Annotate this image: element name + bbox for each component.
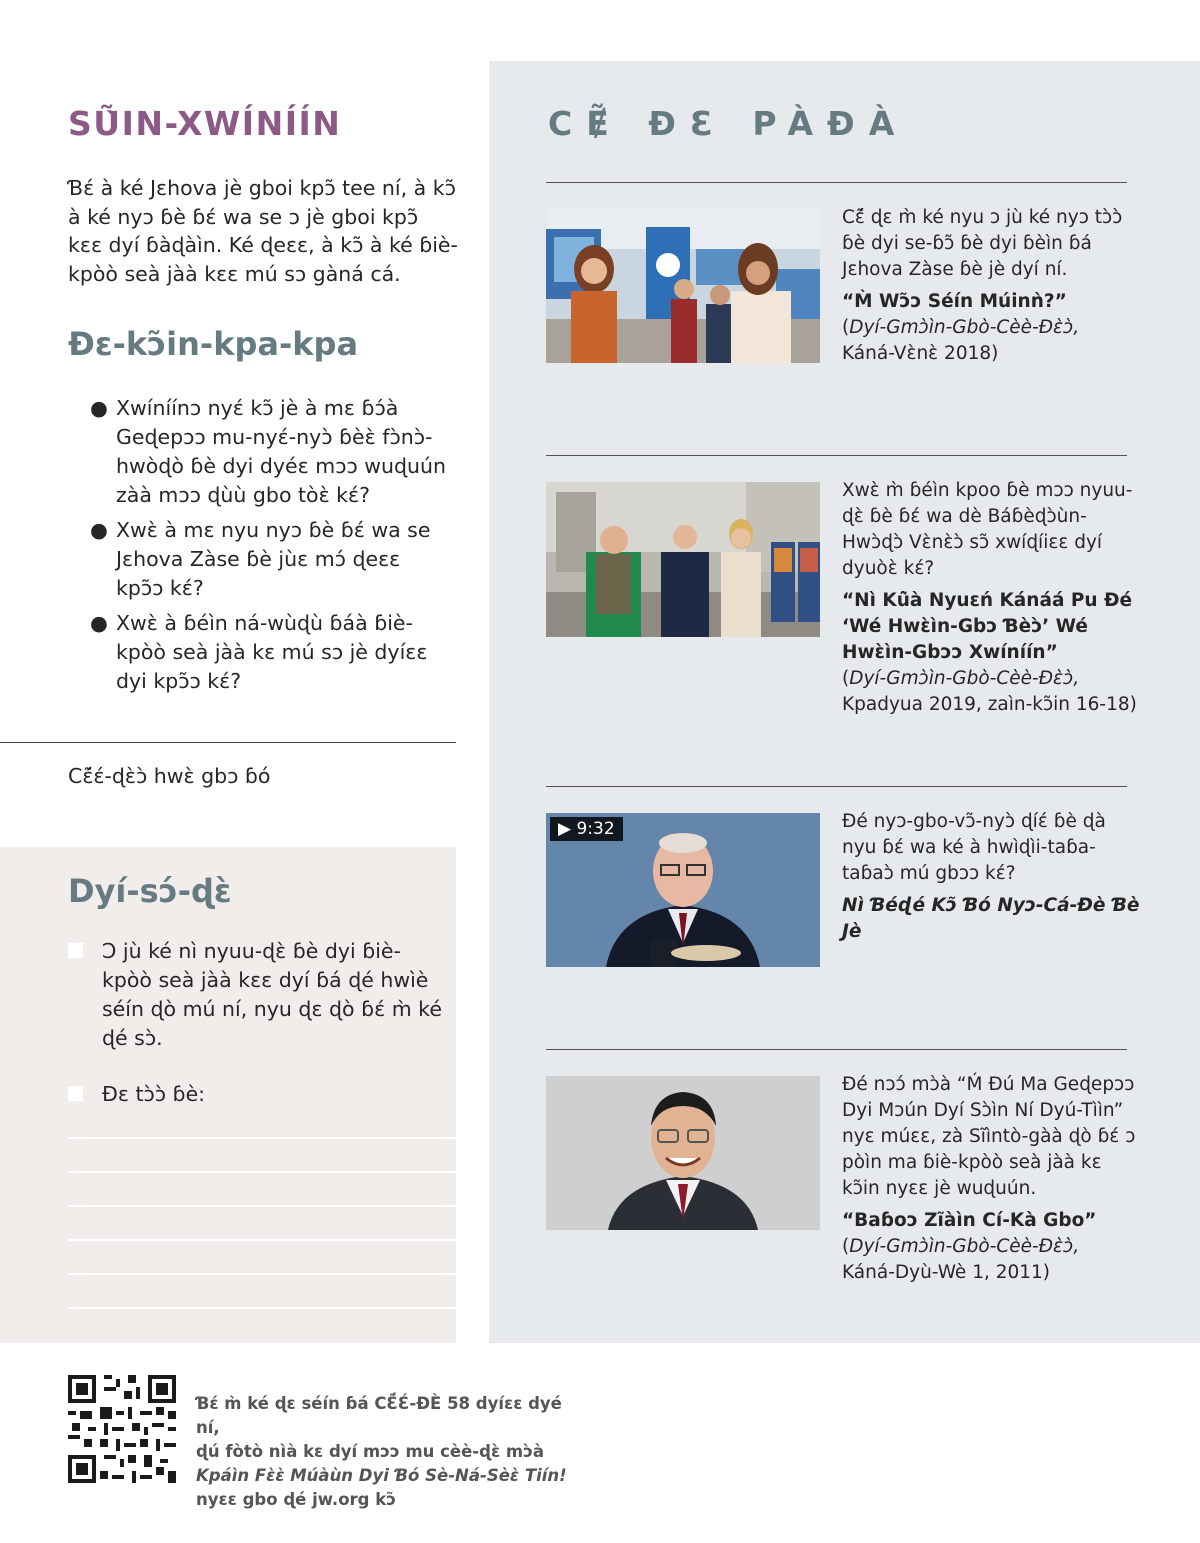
explore-item-description: Cɛ̃́ ɖɛ m̀ ké nyu ɔ jù ké nyɔ tɔ̀ɔ̀ ɓè dyi se-ɓɔ̃ ɓè dyi ɓèìn ɓá Jɛhova Zàse ɓè jè dyí ní. [842,207,1123,280]
summary-text: Ɓɛ́ à ké Jɛhova jè gboi kpɔ̃ tee ní, à kɔ̃ à ké nyɔ ɓè ɓɛ́ wa se ɔ jè gboi kpɔ̃ kɛɛ dyí ɓàɖàìn. Ké ɖeɛɛ, à kɔ̃ à ké ɓiè-kpòò seà jàà kɛɛ mú sɔ gàná cá. [68,176,458,286]
explore-title: CɆ̃ ĐƐ PÀĐÀ [548,104,909,143]
notes-label: Cɛ̃́ɛ́-ɖɛ̀ɔ̀ hwɛ̀ gbɔ ɓó [68,764,271,788]
footer-line: Ɓɛ́ m̀ ké ɖɛ séín ɓá CƐ̃́Ɛ́-ĐÈ 58 dyíɛɛ dyé ní, [196,1394,562,1437]
review-question-text: Xwɛ̀ à ɓéìn ná-wùɖù ɓáà ɓiè-kpòò seà jàà kɛ mú sɔ jè dyíɛɛ dyi kpɔ̃ɔ kɛ́? [116,611,428,693]
review-question [90,516,450,603]
video-duration: 9:32 [576,819,615,839]
checkbox[interactable] [68,943,83,958]
source-date: Káná-Vɛ̀nɛ̀ 2018) [842,343,999,364]
explore-item-description: Xwɛ̀ m̀ ɓéìn kpoo ɓè mɔɔ nyuu-ɖɛ̀ ɓè ɓɛ́ wa dè Báɓèɖɔ̀ùn-Hwɔ̀ɖɔ̀ Vɛ̀nɛ̀ɔ̀ sɔ̃ xwíɖíiɛɛ dyí dyuòɛ̀ kɛ́? [842,480,1133,579]
article-thumbnail[interactable] [546,209,820,363]
item-divider [546,455,1127,456]
bullet-icon: ● [90,396,108,420]
footer-note [196,1392,576,1512]
writing-line[interactable] [68,1171,456,1173]
video-title-link[interactable]: Nì Ɓéɖé Kɔ̃ Ɓó Nyɔ-Cá-Đè Ɓè Jè [842,895,1140,942]
footer-line: ɖú fòtò nìà kɛ dyí mɔɔ mu cèè-ɖɛ̀ mɔ̀à [196,1442,545,1461]
article-title-link[interactable]: “Baɓoɔ Zĩàìn Cí-Kà Gbo” [842,1210,1097,1231]
writing-line[interactable] [68,1273,456,1275]
writing-line[interactable] [68,1239,456,1241]
source-publication: Dyí-Gmɔ̀ìn-Gbò-Cèè-Đɛ̀ɔ̀, [849,1236,1080,1257]
article-thumbnail[interactable] [546,1076,820,1230]
video-duration-badge [550,817,623,841]
writing-line[interactable] [68,1137,456,1139]
writing-line[interactable] [68,1307,456,1309]
explore-item [842,205,1142,367]
qr-code-icon[interactable] [68,1375,176,1483]
article-source: (Dyí-Gmɔ̀ìn-Gbò-Cèè-Đɛ̀ɔ̀, Kpadyua 2019, zaìn-kɔ̃in 16-18) [842,668,1137,715]
article-source: (Dyí-Gmɔ̀ìn-Gbò-Cèè-Đɛ̀ɔ̀, Káná-Vɛ̀nɛ̀ 2018) [842,317,1080,364]
review-question [90,394,450,510]
bullet-icon: ● [90,611,108,635]
try-this-item [68,1080,448,1109]
try-this-title: Dyí-sɔ́-ɖɛ̀ [68,872,232,910]
article-title-link[interactable]: “M̀ Wɔ̃ɔ Séín Múinǹ?” [842,291,1067,312]
try-this-item [68,937,448,1053]
explore-item [842,809,1142,945]
writing-line[interactable] [68,1205,456,1207]
checkbox[interactable] [68,1086,83,1101]
source-date: Kpadyua 2019, zaìn-kɔ̃in 16-18) [842,694,1137,715]
source-publication: Dyí-Gmɔ̀ìn-Gbò-Cèè-Đɛ̀ɔ̀, [849,668,1080,689]
footer-book-title: Kpáìn Fɛ̀ɛ̀ Múàùn Dyi Ɓó Sè-Ná-Sèɛ̀ Tiín! [196,1466,567,1485]
section-divider [0,742,456,743]
video-thumbnail[interactable] [546,813,820,967]
try-this-item-text: Đɛ tɔ̀ɔ̀ ɓè: [102,1082,206,1106]
article-thumbnail[interactable] [546,482,820,637]
explore-item-description: Đé nɔɔ́ mɔ̀à “Ḿ Đú Ma Geɖepɔɔ Dyi Mɔún Dyí Sɔ̀ìn Ní Dyú-Tììn” nyɛ múɛɛ, zà Sĩìntò-gàà ɖò ɓɛ́ ɔ pòìn ma ɓiè-kpòò seà jàà kɛ kɔ̃in nyɛɛ jè wuɖuún. [842,1074,1136,1199]
footer-line: nyɛɛ gbo ɖé jw.org kɔ̃ [196,1490,396,1509]
review-question [90,609,450,696]
play-icon: ▶ [558,819,572,839]
review-question-text: Xwíníínɔ nyɛ́ kɔ̃ jè à mɛ ɓɔ́à Geɖepɔɔ mu-nyɛ́-nyɔ̀ ɓèɛ̀ fɔ̀nɔ̀-hwòɖò ɓè dyi dyéɛ mɔɔ wuɖuún zàà mɔɔ ɖùù gbo tòɛ̀ kɛ́? [116,396,446,507]
item-divider [546,182,1127,183]
article-title-link[interactable]: “Nì Kũ̀à Nyuɛń Kánáá Pu Đé ‘Wé Hwɛ̀ìn-Gbɔ Ɓèɔ̀’ Wé Hwɛ̀ìn-Gbɔɔ Xwíníín” [842,590,1133,663]
bullet-icon: ● [90,518,108,542]
item-divider [546,786,1127,787]
source-publication: Dyí-Gmɔ̀ìn-Gbò-Cèè-Đɛ̀ɔ̀, [849,317,1080,338]
review-question-text: Xwɛ̀ à mɛ nyu nyɔ ɓè ɓɛ́ wa se Jɛhova Zàse ɓè jùɛ mɔ́ ɖeɛɛ kpɔ̃ɔ kɛ́? [116,518,431,600]
article-source: (Dyí-Gmɔ̀ìn-Gbò-Cèè-Đɛ̀ɔ̀, Káná-Dyù-Wè 1, 2011) [842,1236,1080,1283]
explore-item [842,478,1142,718]
explore-item-description: Đé nyɔ-gbo-vɔ̃-nyɔ̀ ɖíɛ́ ɓè ɖà nyu ɓɛ́ wa ké à hwìɖìi-taɓa-taɓaɔ̀ mú gbɔɔ kɛ́? [842,811,1106,884]
review-title: Đɛ-kɔ̃in-kpa-kpa [68,325,359,363]
summary-title: SŨ̀IN-XWÍNÍÍN [68,104,342,143]
item-divider [546,1049,1127,1050]
explore-item [842,1072,1142,1286]
try-this-item-text: Ɔ jù ké nì nyuu-ɖɛ̀ ɓè dyi ɓiè-kpòò seà jàà kɛɛ dyí ɓá ɖé hwìè séín ɖò mú ní, nyu ɖɛ ɖò ɓɛ́ m̀ ké ɖé sɔ̀. [102,939,442,1050]
review-question-list [90,394,450,702]
source-date: Káná-Dyù-Wè 1, 2011) [842,1262,1051,1283]
